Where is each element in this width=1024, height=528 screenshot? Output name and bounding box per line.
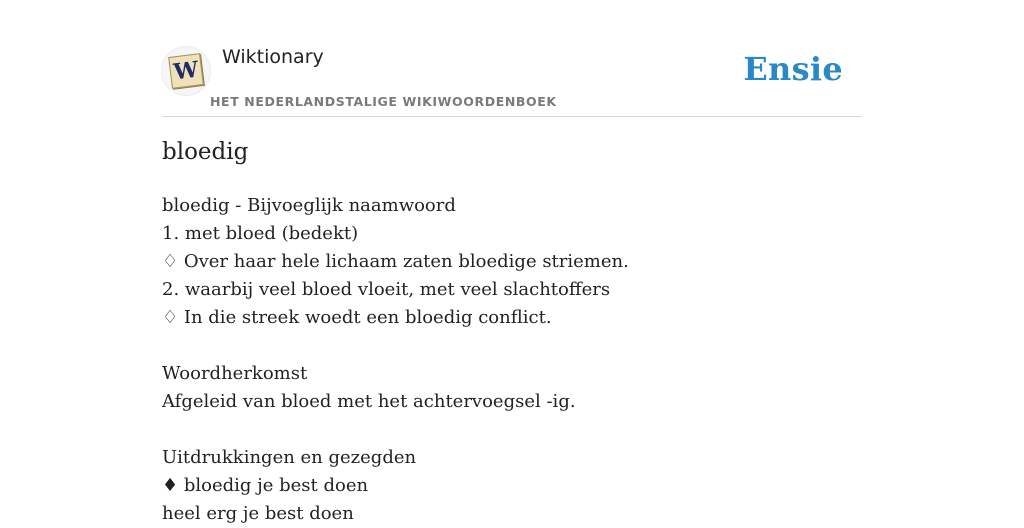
- wiktionary-logo[interactable]: [162, 47, 210, 95]
- definition-1: 1. met bloed (bedekt): [162, 223, 359, 244]
- expression-item: heel erg je best doen: [162, 503, 354, 524]
- expression-item: ♦ bloedig je best doen: [162, 475, 369, 496]
- definition-2: 2. waarbij veel bloed vloeit, met veel slachtoffers: [162, 279, 611, 300]
- definition-1-example: ♢ Over haar hele lichaam zaten bloedige striemen.: [162, 251, 629, 272]
- etymology-text: Afgeleid van bloed met het achtervoegsel -ig.: [162, 391, 576, 412]
- spacer: [162, 416, 862, 444]
- site-tagline: HET NEDERLANDSTALIGE WIKIWOORDENBOEK: [210, 94, 557, 109]
- page-title: bloedig: [162, 139, 249, 165]
- entry-heading: bloedig - Bijvoeglijk naamwoord: [162, 195, 456, 216]
- site-header: [162, 0, 862, 117]
- page-container: [162, 0, 862, 524]
- spacer: [162, 332, 862, 360]
- logo-letter: W: [172, 56, 200, 86]
- logo-tile-icon: [168, 53, 204, 89]
- definition-2-example: ♢ In die streek woedt een bloedig conflict.: [162, 307, 552, 328]
- expressions-heading: Uitdrukkingen en gezegden: [162, 447, 417, 468]
- ensie-brand-link[interactable]: Ensie: [743, 50, 843, 88]
- site-name[interactable]: Wiktionary: [222, 46, 324, 68]
- etymology-heading: Woordherkomst: [162, 363, 308, 384]
- entry-content: [162, 192, 862, 528]
